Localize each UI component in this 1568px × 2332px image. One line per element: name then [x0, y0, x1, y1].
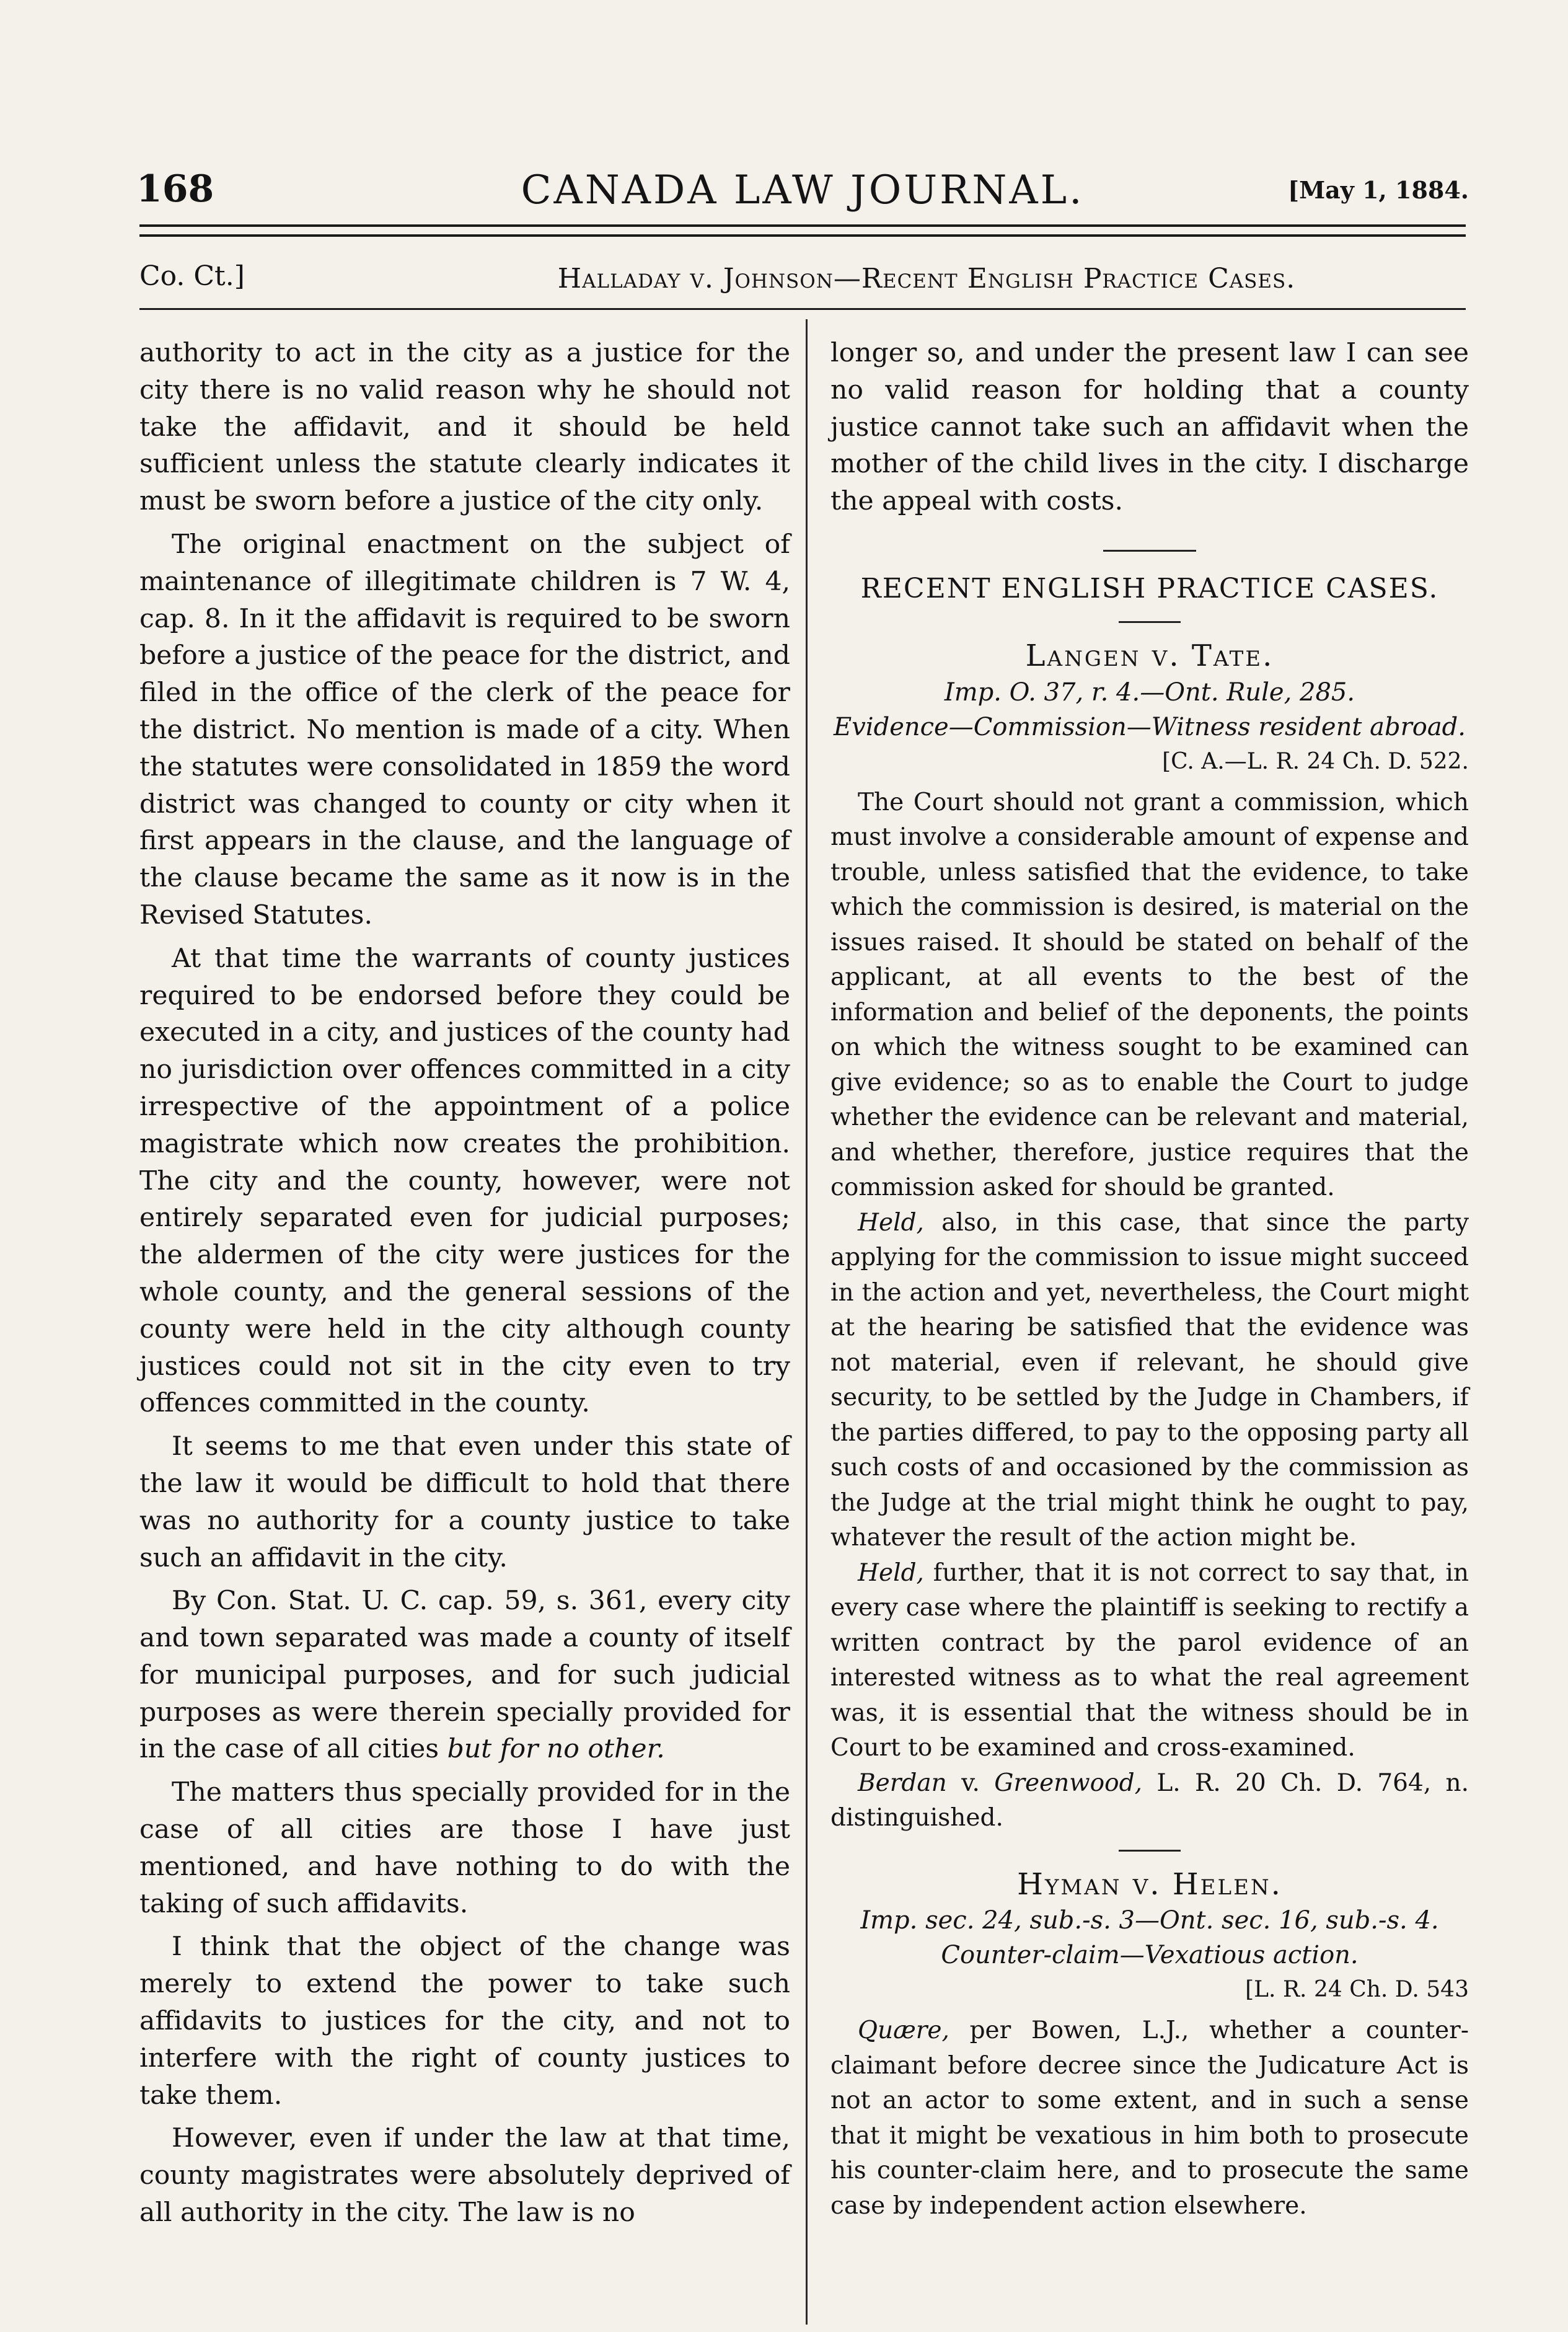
paragraph: I think that the object of the change was merely to extend the power to take such affidavits to justices for the city, and not to interfere with the right of county justices to take them. — [139, 1932, 790, 2111]
issue-date: [May 1, 1884. — [1288, 176, 1469, 204]
running-head — [136, 167, 1469, 223]
section-subheader — [139, 260, 1466, 298]
paragraph — [830, 1206, 1469, 1556]
case-citation: Imp. sec. 24, sub.-s. 3—Ont. sec. 16, sub.-s. 4. — [860, 1906, 1439, 1935]
paragraph: The Court should not grant a commission, which must involve a considerable amount of expense and trouble, unless satisfied that the evidence, to take which the commission is desired, is material on the issues raised. It should be stated on behalf of the applicant, at all events to the best of the information and belief of the deponents, the points on which the witness sought to be examined can give evidence; so as to enable the Court to judge whether the evidence can be relevant and material, and whether, therefore, justice requires that the commission asked for should be granted. — [830, 788, 1469, 1202]
paragraph-text: also, in this case, that since the party applying for the commission to issue might succeed in the action and yet, nevertheless, the Court might at the hearing be satisfied that the evidence was not material, even if relevant, he should give security, to be settled by the Judge in Chambers, if the parties differed, to pay to the opposing party all such costs of and occasioned by the commission as the Judge at the trial might think he ought to pay, whatever the result of the action might be. — [830, 1208, 1469, 1552]
subheader-rule — [139, 308, 1466, 310]
paragraph: longer so, and under the present law I can see no valid reason for holding that a county justice cannot take such an affidavit when the mother of the child lives in the city. I discharge the appeal with costs. — [830, 338, 1469, 517]
law-report-reference: [L. R. 24 Ch. D. 543 — [1245, 1977, 1469, 2003]
page-number: 168 — [136, 167, 214, 211]
section-divider — [1103, 550, 1196, 552]
paragraph — [139, 1583, 790, 1768]
case-name: Hyman v. Helen. — [1017, 1866, 1282, 1902]
paragraph — [830, 2013, 1469, 2224]
case-subject: Counter-claim—Vexatious action. — [941, 1941, 1359, 1970]
paragraph-text: By Con. Stat. U. C. cap. 59, s. 361, every city and town separated was made a county of itself for municipal purposes, and for such judicial purposes as were therein specially provided for in the case of all cities — [139, 1586, 790, 1765]
paragraph — [830, 1766, 1469, 1836]
paragraph: authority to act in the city as a justice for the city there is no valid reason why he should not take the affidavit, and it should be held sufficient unless the statute clearly indicates it must be sworn before a justice of the city only. — [139, 338, 790, 517]
court-label: Co. Ct.] — [139, 260, 245, 292]
emphasis: Greenwood, — [994, 1769, 1142, 1797]
header-rule-top — [139, 224, 1466, 227]
law-report-reference: [C. A.—L. R. 24 Ch. D. 522. — [1162, 748, 1469, 774]
paragraph-text: L. R. 20 Ch. D. 764, n. distinguished. — [830, 1769, 1469, 1832]
paragraph-text: further, that it is not correct to say that, in every case where the plaintiff is seeking to rectify a written contract by the parol evidence of an interested witness as to what the real agreement was, it is essential that the witness should be in Court to be examined and cross-examined. — [830, 1558, 1469, 1762]
paragraph-text: v. — [961, 1769, 980, 1797]
paragraph: The original enactment on the subject of maintenance of illegitimate children is 7 W. 4, cap. 8. In it the affidavit is required to be sworn before a justice of the peace for the district, and filed in the office of the clerk of the peace for the district. No mention is made of a city. When the statutes were consolidated in 1859 the word district was changed to county or city when it first appears in the clause, and the language of the clause became the same as it now is in the Revised Statutes. — [139, 529, 790, 930]
emphasis: Berdan — [858, 1769, 947, 1797]
paragraph: It seems to me that even under this state of the law it would be difficult to hold that there was no authority for a county justice to take such an affidavit in the city. — [139, 1431, 790, 1573]
left-column — [139, 335, 790, 2232]
case-subject: Evidence—Commission—Witness resident abroad. — [834, 712, 1466, 741]
journal-title: CANADA LAW JOURNAL. — [521, 167, 1085, 213]
emphasis: Held, — [858, 1558, 924, 1587]
emphasis: Quære, — [858, 2016, 949, 2045]
paragraph — [830, 1556, 1469, 1766]
case-name: Langen v. Tate. — [1025, 638, 1274, 673]
case-citation: Imp. O. 37, r. 4.—Ont. Rule, 285. — [944, 678, 1355, 707]
emphasis: Held, — [858, 1208, 924, 1237]
header-rule-bottom — [139, 234, 1466, 237]
paragraph: The matters thus specially provided for in the case of all cities are those I have just mentioned, and have nothing to do with the taking of such affidavits. — [139, 1777, 790, 1919]
section-divider — [1119, 1850, 1181, 1852]
paragraph: However, even if under the law at that time, county magistrates were absolutely deprived of all authority in the city. The law is no — [139, 2123, 790, 2228]
paragraph: At that time the warrants of county justices required to be endorsed before they could be executed in a city, and justices of the county had no jurisdiction over offences committed in a city irrespective of the appointment of a police magistrate which now creates the prohibition. The city and the county, however, were not entirely separated even for judicial purposes; the aldermen of the city were justices for the whole county, and the general sessions of the county were held in the city although county justices could not sit in the city even to try offences committed in the county. — [139, 943, 790, 1419]
section-divider — [1119, 621, 1181, 623]
emphasis: but for no other. — [447, 1734, 665, 1765]
case-titles: Halladay v. Johnson—Recent English Practice Cases. — [557, 263, 1296, 294]
column-divider — [806, 319, 808, 2325]
section-title: RECENT ENGLISH PRACTICE CASES. — [860, 572, 1439, 604]
paragraph-text: per Bowen, L.J., whether a counter-claimant before decree since the Judicature Act is not an actor to some extent, and in such a sense that it might be vexatious in him both to prosecute his counter-claim here, and to prosecute the same case by independent action elsewhere. — [830, 2016, 1469, 2220]
right-column — [830, 335, 1469, 2224]
